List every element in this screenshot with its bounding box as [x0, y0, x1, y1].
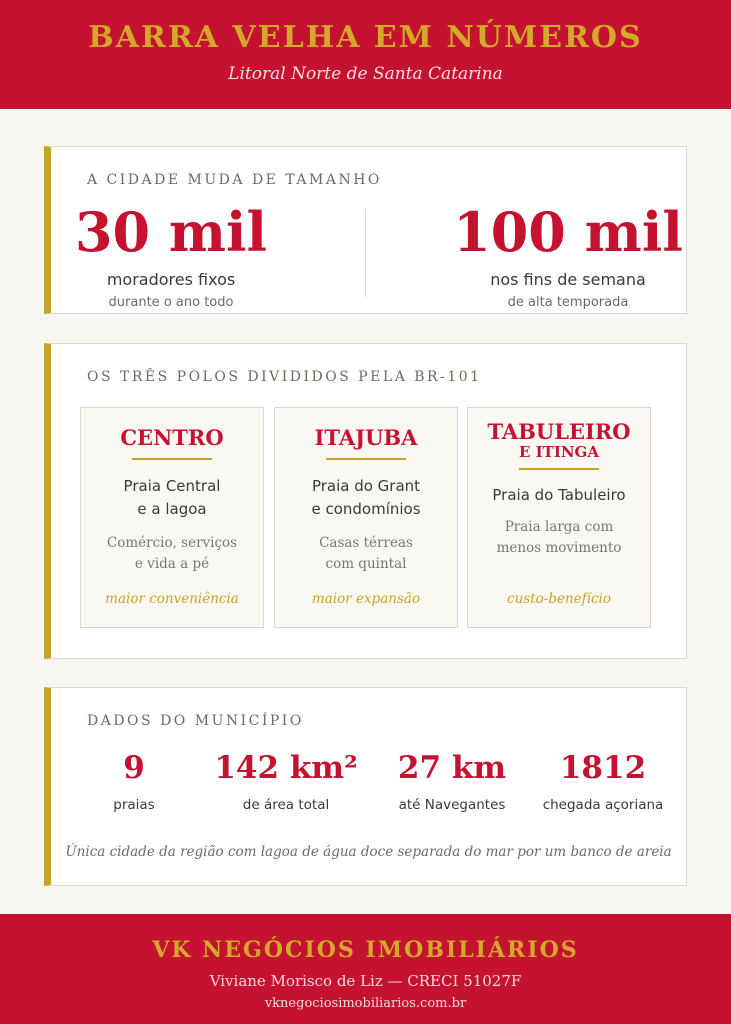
pole-name: TABULEIRO — [487, 419, 631, 444]
website-link[interactable]: vknegociosimobiliarios.com.br — [264, 996, 467, 1011]
pole-beach — [275, 475, 457, 521]
founding-stat — [528, 751, 678, 813]
stat-value: 27 km — [397, 750, 507, 786]
area-stat — [211, 751, 361, 813]
pole-beach-line: e condomínios — [311, 500, 421, 518]
card-label: DADOS DO MUNICÍPIO — [87, 713, 304, 729]
page-footer — [0, 914, 731, 1024]
stat-label: chegada açoriana — [542, 797, 664, 813]
page-header — [0, 0, 731, 109]
page-title: BARRA VELHA EM NÚMEROS — [88, 20, 643, 55]
poles-card — [44, 343, 687, 659]
beaches-stat — [59, 751, 209, 813]
agent-info: Viviane Morisco de Liz — CRECI 51027F — [209, 972, 522, 990]
pole-beach — [468, 484, 650, 507]
weekend-stat — [447, 200, 689, 310]
pole-underline — [132, 458, 212, 460]
distance-stat — [377, 751, 527, 813]
pole-name: CENTRO — [120, 425, 224, 450]
stat-value: 9 — [123, 750, 145, 786]
pole-tag: maior expansão — [311, 591, 421, 607]
pole-desc-line: menos movimento — [496, 540, 622, 556]
pole-beach-line: Praia Central — [123, 477, 221, 495]
card-label: A CIDADE MUDA DE TAMANHO — [87, 172, 382, 188]
residents-stat — [71, 200, 271, 310]
pole-desc-line: e vida a pé — [134, 556, 210, 572]
stat-label: moradores fixos — [106, 270, 236, 289]
pole-description — [468, 517, 650, 559]
stat-label: até Navegantes — [398, 797, 506, 813]
pole-beach-line: e a lagoa — [137, 500, 207, 518]
pole-desc-line: Casas térreas — [319, 535, 413, 551]
pole-beach-line: Praia do Grant — [311, 477, 421, 495]
pole-subname: E ITINGA — [518, 443, 599, 461]
pole-desc-line: Comércio, serviços — [106, 535, 238, 551]
pole-beach-line: Praia do Tabuleiro — [492, 486, 626, 504]
pole-desc-line: Praia larga com — [504, 519, 614, 535]
municipality-data-card — [44, 687, 687, 886]
stat-label: de área total — [242, 797, 330, 813]
stat-value: 100 mil — [453, 200, 683, 264]
stat-value: 142 km² — [214, 750, 358, 786]
card-label: OS TRÊS POLOS DIVIDIDOS PELA BR-101 — [87, 369, 482, 385]
pole-description — [81, 533, 263, 575]
pole-tabuleiro — [467, 407, 651, 628]
pole-name: ITAJUBA — [314, 425, 418, 450]
lagoon-note: Única cidade da região com lagoa de água doce separada do mar por um banco de areia — [65, 844, 672, 860]
pole-tag: maior conveniência — [105, 591, 239, 607]
city-size-card — [44, 146, 687, 314]
company-name: VK NEGÓCIOS IMOBILIÁRIOS — [152, 937, 579, 963]
pole-beach — [81, 475, 263, 521]
pole-tag: custo-benefício — [507, 591, 611, 607]
pole-itajuba — [274, 407, 458, 628]
stat-value: 1812 — [559, 750, 647, 786]
divider — [365, 209, 366, 297]
stat-label: praias — [113, 797, 155, 813]
stat-label: nos fins de semana — [490, 270, 646, 289]
page-subtitle: Litoral Norte de Santa Catarina — [228, 64, 503, 84]
stat-value: 30 mil — [74, 200, 268, 264]
stat-sublabel: durante o ano todo — [108, 295, 234, 310]
pole-centro — [80, 407, 264, 628]
pole-description — [275, 533, 457, 575]
pole-desc-line: com quintal — [325, 556, 407, 572]
stat-sublabel: de alta temporada — [507, 295, 629, 310]
pole-underline — [326, 458, 406, 460]
pole-underline — [519, 468, 599, 470]
